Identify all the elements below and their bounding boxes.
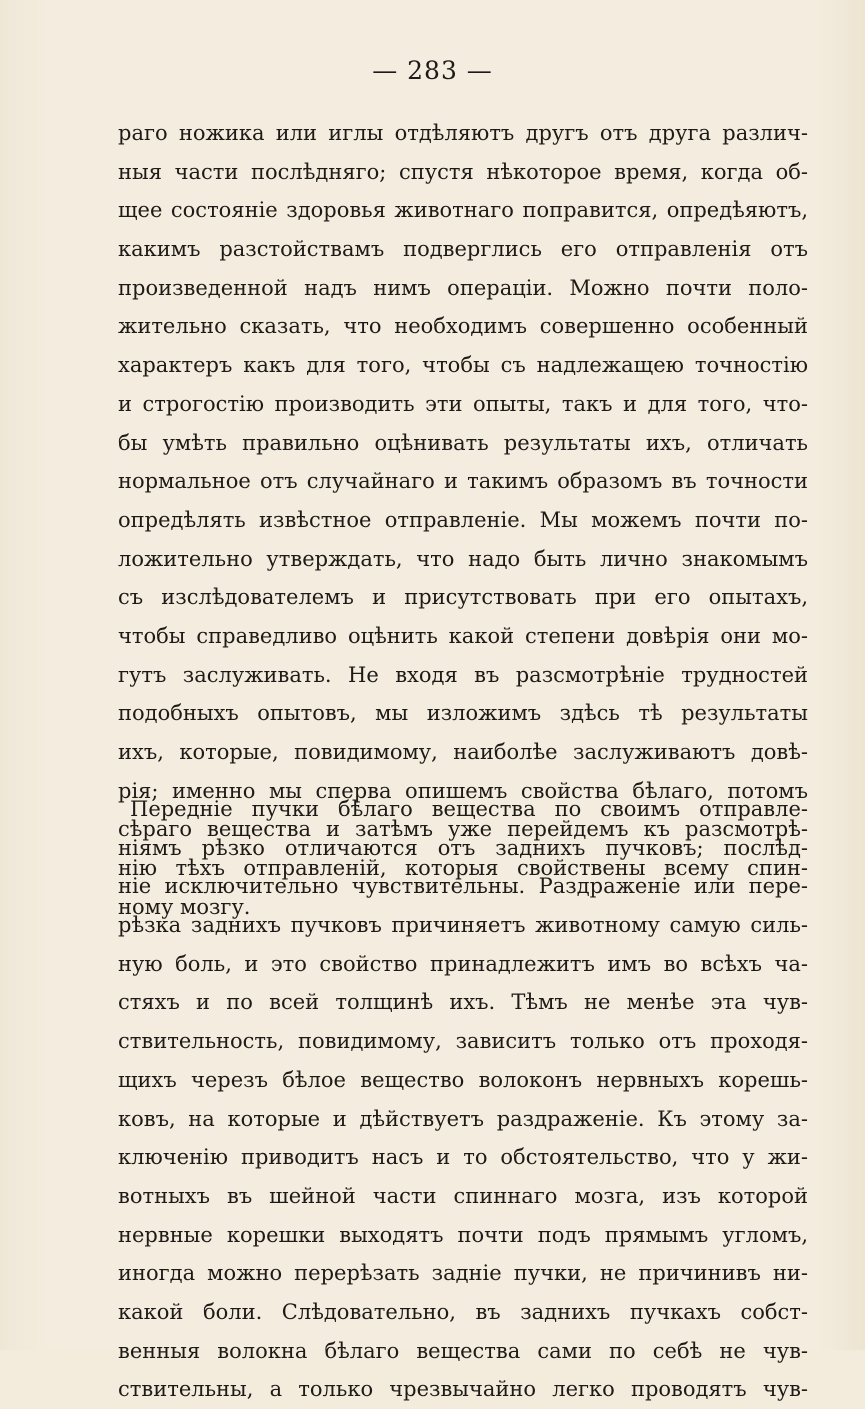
text-line: рія; именно мы сперва опишемъ свойства бѣлаго, потомъ [118,778,808,803]
text-line: бы умѣть правильно оцѣнивать результаты ихъ, отличать [118,430,808,455]
text-line: чтобы справедливо оцѣнить какой степени довѣрія они мо- [118,623,808,648]
text-line: произведенной надъ нимъ операціи. Можно почти поло- [118,275,808,300]
paragraph-2 [118,790,808,1409]
text-line: какой боли. Слѣдовательно, въ заднихъ пучкахъ собст- [118,1299,808,1324]
text-line: ніе исключительно чувствительны. Раздраженіе или пере- [118,874,808,899]
text-line: ложительно утверждать, что надо быть лично знакомымъ [118,546,808,571]
text-line: Передніе пучки бѣлаго вещества по своимъ отправле- [130,797,808,821]
text-line: стяхъ и по всей толщинѣ ихъ. Тѣмъ не менѣе эта чув- [118,990,808,1015]
page-number: — 283 — [372,56,493,85]
text-line: раго ножика или иглы отдѣляютъ другъ отъ друга различ- [118,121,808,145]
text-line: сѣраго вещества и затѣмъ уже перейдемъ къ разсмотрѣ- [118,817,808,842]
text-line: съ изслѣдователемъ и присутствовать при его опытахъ, [118,585,808,610]
text-line: ному мозгу. [118,894,251,919]
text-line: ніямъ рѣзко отличаются отъ заднихъ пучковъ; послѣд- [118,835,808,860]
text-line: вотныхъ въ шейной части спиннаго мозга, изъ которой [118,1183,808,1208]
text-line: ную боль, и это свойство принадлежитъ имъ во всѣхъ ча- [118,951,808,976]
text-line: характеръ какъ для того, чтобы съ надлежащею точностію [118,353,808,378]
text-line: нервные корешки выходятъ почти подъ прямымъ угломъ, [118,1222,808,1247]
text-line: ковъ, на которые и дѣйствуетъ раздраженіе. Къ этому за- [118,1106,808,1131]
text-line: щихъ черезъ бѣлое вещество волоконъ нервныхъ корешь- [118,1067,808,1092]
text-line: жительно сказать, что необходимъ совершенно особенный [118,314,808,339]
text-line: нормальное отъ случайнаго и такимъ образомъ въ точности [118,469,808,494]
text-line: ныя части послѣдняго; спустя нѣкоторое время, когда об- [118,159,808,184]
text-line: ихъ, которые, повидимому, наиболѣе заслуживаютъ довѣ- [118,740,808,764]
text-line: гутъ заслуживать. Не входя въ разсмотрѣніе трудностей [118,662,808,687]
text-line: ключенію приводитъ насъ и то обстоятельство, что у жи- [118,1145,808,1170]
text-line: ствительность, повидимому, зависитъ только отъ проходя- [118,1029,808,1054]
text-line: нію тѣхъ отправленій, которыя свойствены всему спин- [118,856,808,881]
text-line: подобныхъ опытовъ, мы изложимъ здѣсь тѣ результаты [118,701,808,726]
text-line: и строгостію производить эти опыты, такъ и для того, что- [118,391,808,416]
text-line: рѣзка заднихъ пучковъ причиняетъ животному самую силь- [118,913,808,938]
text-line: ствительны, а только чрезвычайно легко проводятъ чув- [118,1377,808,1402]
text-line: какимъ разстойствамъ подверглись его отправленія отъ [118,237,808,262]
text-line: венныя волокна бѣлаго вещества сами по себѣ не чув- [118,1338,808,1363]
text-line: иногда можно перерѣзать задніе пучки, не причинивъ ни- [118,1261,808,1286]
text-line: щее состояніе здоровья животнаго поправится, опредѣяютъ, [118,198,808,223]
text-line: опредѣлять извѣстное отправленіе. Мы можемъ почти по- [118,507,808,532]
